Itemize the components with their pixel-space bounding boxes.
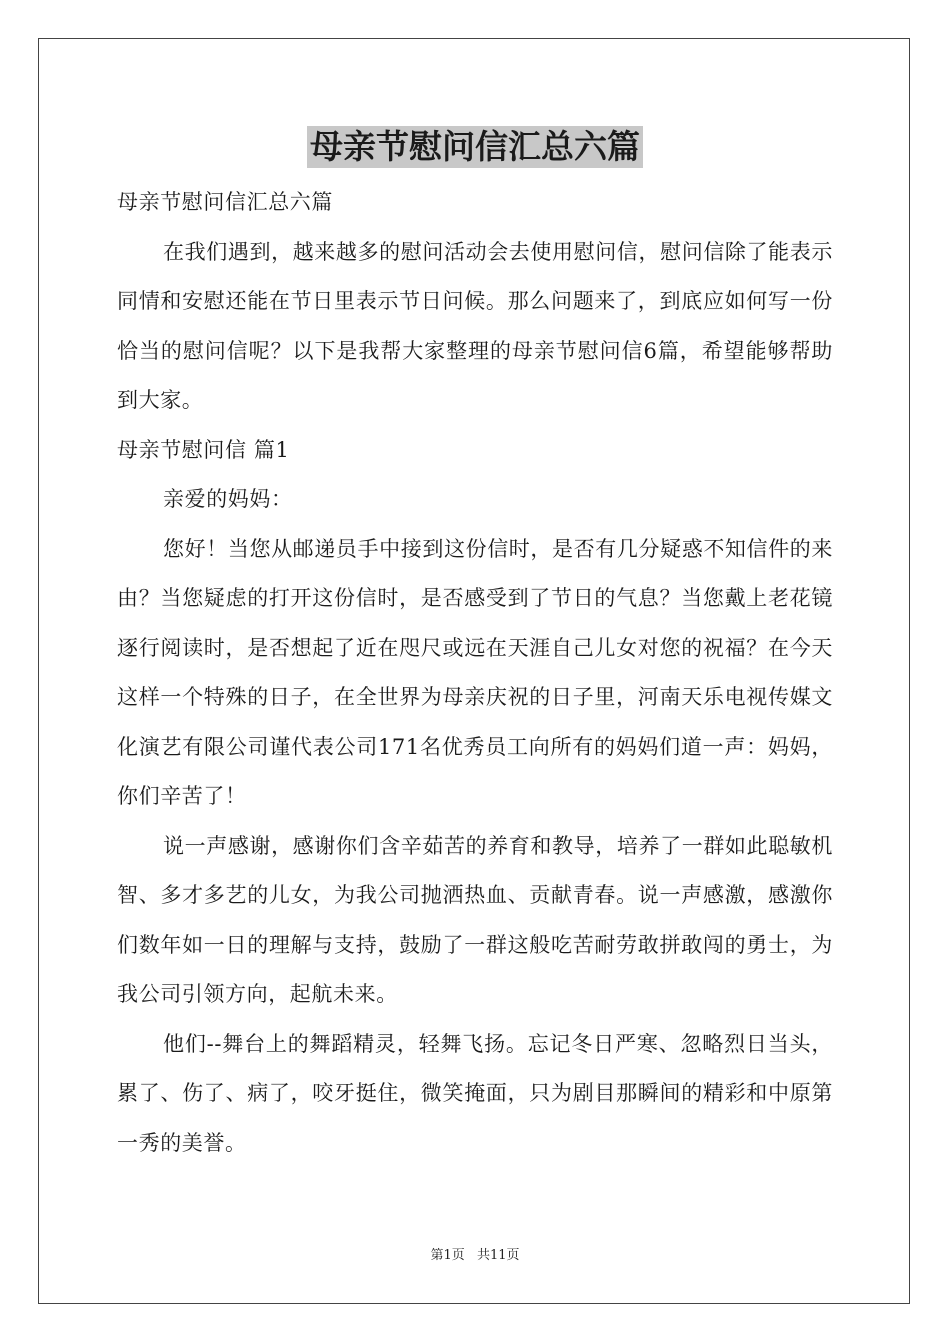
document-title: 母亲节慰问信汇总六篇 [307,126,643,168]
total-pages: 共11页 [476,1248,520,1263]
body-paragraph: 您好！当您从邮递员手中接到这份信时，是否有几分疑惑不知信件的来由？当您疑虑的打开这份信时，是否感受到了节日的气息？当您戴上老花镜逐行阅读时，是否想起了近在咫尺或远在天涯自己儿女对您的祝福？在今天这样一个特殊的日子，在全世界为母亲庆祝的日子里，河南天乐电视传媒文化演艺有限公司谨代表公司171名优秀员工向所有的妈妈们道一声：妈妈，你们辛苦了！ [117,536,833,808]
intro-paragraph: 在我们遇到，越来越多的慰问活动会去使用慰问信，慰问信除了能表示同情和安慰还能在节日里表示节日问候。那么问题来了，到底应如何写一份恰当的慰问信呢？以下是我帮大家整理的母亲节慰问信6篇，希望能够帮助到大家。 [117,239,833,412]
title-container [0,126,950,168]
section-heading: 母亲节慰问信 篇1 [117,437,290,462]
body-paragraph: 说一声感谢，感谢你们含辛茹苦的养育和教导，培养了一群如此聪敏机智、多才多艺的儿女，为我公司抛洒热血、贡献青春。说一声感激，感激你们数年如一日的理解与支持，鼓励了一群这般吃苦耐劳敢拼敢闯的勇士，为我公司引领方向，起航未来。 [117,833,833,1006]
document-subtitle: 母亲节慰问信汇总六篇 [117,190,333,214]
page-footer [0,1248,950,1264]
body-paragraph: 他们--舞台上的舞蹈精灵，轻舞飞扬。忘记冬日严寒、忽略烈日当头，累了、伤了、病了，咬牙挺住，微笑掩面，只为剧目那瞬间的精彩和中原第一秀的美誉。 [117,1031,833,1155]
page-number: 第1页 [430,1248,465,1263]
document-body [117,178,833,1168]
salutation: 亲爱的妈妈： [163,487,293,511]
